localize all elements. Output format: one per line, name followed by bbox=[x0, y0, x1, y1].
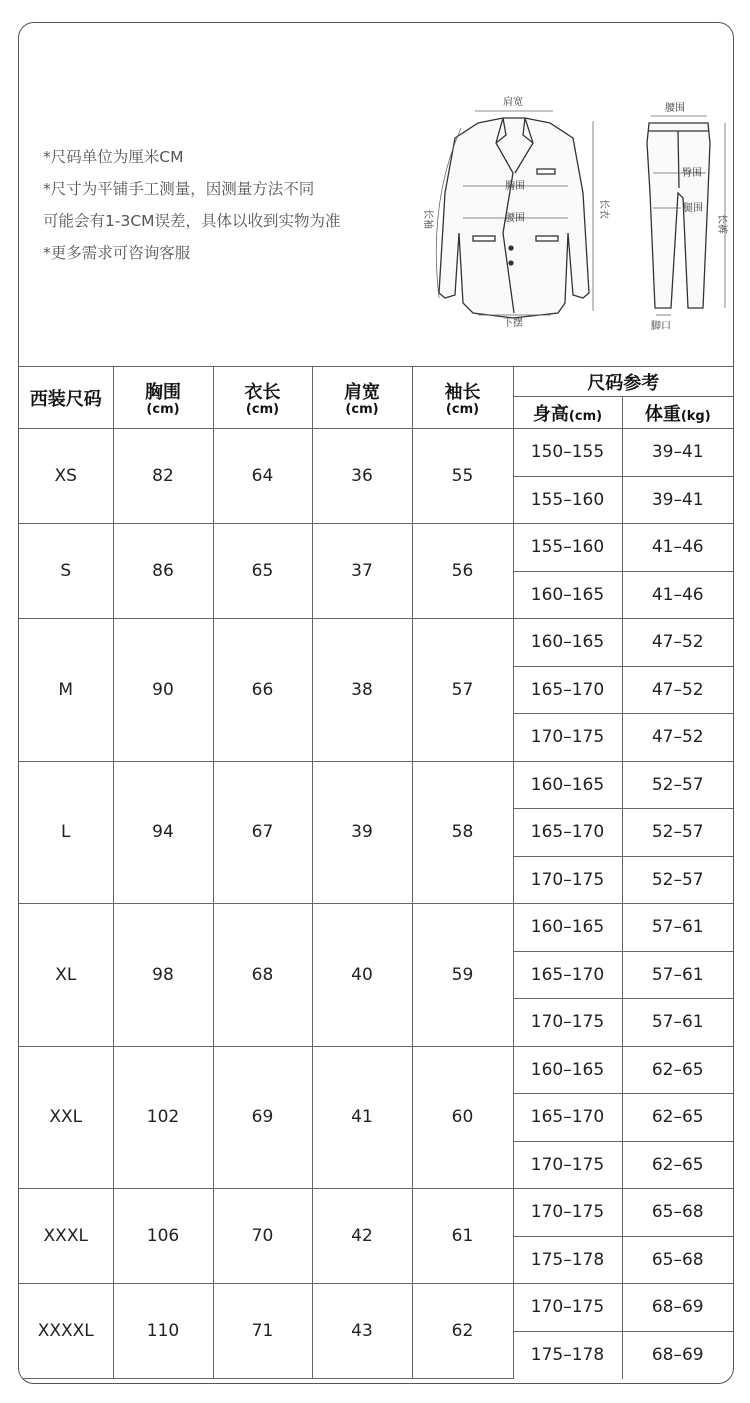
cell-weight: 39–41 bbox=[622, 476, 733, 524]
cell-chest: 102 bbox=[113, 1046, 213, 1189]
cell-height: 170–175 bbox=[513, 1189, 622, 1237]
table-row bbox=[19, 761, 733, 809]
cell-height: 160–165 bbox=[513, 619, 622, 667]
cell-shoulder: 40 bbox=[312, 904, 412, 1047]
cell-sleeve: 62 bbox=[412, 1284, 513, 1379]
cell-height: 165–170 bbox=[513, 666, 622, 714]
table-row bbox=[19, 619, 733, 667]
label-waist: 腰围 bbox=[505, 213, 525, 224]
header-sleeve: 袖长 (cm) bbox=[412, 367, 513, 429]
header-shoulder: 肩宽 (cm) bbox=[312, 367, 412, 429]
cell-weight: 62–65 bbox=[622, 1141, 733, 1189]
size-table-body bbox=[19, 429, 733, 1379]
cell-weight: 65–68 bbox=[622, 1236, 733, 1284]
header-weight: 体重(kg) bbox=[622, 397, 733, 429]
label-chest: 胸围 bbox=[505, 181, 525, 192]
table-row bbox=[19, 524, 733, 572]
cell-height: 160–165 bbox=[513, 904, 622, 952]
cell-sleeve: 60 bbox=[412, 1046, 513, 1189]
cell-height: 155–160 bbox=[513, 524, 622, 572]
note-line: 可能会有1-3CM误差，具体以收到实物为准 bbox=[43, 212, 341, 230]
cell-chest: 94 bbox=[113, 761, 213, 904]
label-jacket-length: 长衣 bbox=[598, 199, 609, 219]
table-row bbox=[19, 1189, 733, 1237]
cell-height: 170–175 bbox=[513, 1141, 622, 1189]
cell-sleeve: 57 bbox=[412, 619, 513, 762]
label-cuff: 脚口 bbox=[651, 321, 671, 332]
label-hem: 下摆 bbox=[503, 318, 523, 329]
cell-shoulder: 37 bbox=[312, 524, 412, 619]
note-line: *更多需求可咨询客服 bbox=[43, 244, 191, 262]
cell-shoulder: 39 bbox=[312, 761, 412, 904]
header-size-reference: 尺码参考 bbox=[513, 367, 733, 397]
label-pants-length: 长裤 bbox=[716, 214, 727, 234]
cell-weight: 47–52 bbox=[622, 714, 733, 762]
cell-height: 150–155 bbox=[513, 429, 622, 477]
cell-size: XXXXL bbox=[19, 1284, 113, 1379]
cell-chest: 86 bbox=[113, 524, 213, 619]
cell-size: XXXL bbox=[19, 1189, 113, 1284]
cell-sleeve: 56 bbox=[412, 524, 513, 619]
pants-illustration bbox=[647, 123, 710, 308]
cell-height: 170–175 bbox=[513, 999, 622, 1047]
header-size: 西装尺码 bbox=[19, 367, 113, 429]
cell-size: XXL bbox=[19, 1046, 113, 1189]
label-thigh: 腿围 bbox=[683, 203, 703, 214]
cell-sleeve: 61 bbox=[412, 1189, 513, 1284]
cell-size: XS bbox=[19, 429, 113, 524]
size-notes bbox=[43, 141, 341, 269]
cell-length: 66 bbox=[213, 619, 312, 762]
cell-size: L bbox=[19, 761, 113, 904]
label-hip: 臀围 bbox=[682, 168, 702, 179]
cell-weight: 52–57 bbox=[622, 809, 733, 857]
cell-sleeve: 59 bbox=[412, 904, 513, 1047]
cell-weight: 68–69 bbox=[622, 1284, 733, 1332]
cell-shoulder: 43 bbox=[312, 1284, 412, 1379]
cell-length: 65 bbox=[213, 524, 312, 619]
cell-weight: 62–65 bbox=[622, 1094, 733, 1142]
header-length: 衣长 (cm) bbox=[213, 367, 312, 429]
cell-height: 175–178 bbox=[513, 1236, 622, 1284]
cell-weight: 57–61 bbox=[622, 904, 733, 952]
cell-size: M bbox=[19, 619, 113, 762]
size-table bbox=[19, 366, 733, 1379]
cell-chest: 90 bbox=[113, 619, 213, 762]
cell-length: 67 bbox=[213, 761, 312, 904]
cell-length: 70 bbox=[213, 1189, 312, 1284]
cell-chest: 110 bbox=[113, 1284, 213, 1379]
cell-length: 69 bbox=[213, 1046, 312, 1189]
size-chart-card bbox=[18, 22, 734, 1384]
cell-weight: 62–65 bbox=[622, 1046, 733, 1094]
cell-weight: 52–57 bbox=[622, 856, 733, 904]
cell-height: 155–160 bbox=[513, 476, 622, 524]
note-line: *尺码单位为厘米CM bbox=[43, 148, 184, 166]
cell-weight: 57–61 bbox=[622, 951, 733, 999]
label-pants-waist: 腰围 bbox=[665, 103, 685, 114]
cell-length: 68 bbox=[213, 904, 312, 1047]
label-shoulder: 肩宽 bbox=[503, 97, 523, 108]
cell-weight: 39–41 bbox=[622, 429, 733, 477]
cell-shoulder: 41 bbox=[312, 1046, 412, 1189]
cell-sleeve: 58 bbox=[412, 761, 513, 904]
cell-height: 165–170 bbox=[513, 809, 622, 857]
cell-weight: 41–46 bbox=[622, 524, 733, 572]
cell-sleeve: 55 bbox=[412, 429, 513, 524]
cell-length: 71 bbox=[213, 1284, 312, 1379]
cell-height: 175–178 bbox=[513, 1331, 622, 1379]
cell-shoulder: 36 bbox=[312, 429, 412, 524]
cell-height: 160–165 bbox=[513, 1046, 622, 1094]
cell-size: S bbox=[19, 524, 113, 619]
cell-weight: 47–52 bbox=[622, 666, 733, 714]
cell-size: XL bbox=[19, 904, 113, 1047]
cell-height: 170–175 bbox=[513, 1284, 622, 1332]
table-row bbox=[19, 1284, 733, 1332]
note-line: *尺寸为平铺手工测量，因测量方法不同 bbox=[43, 180, 315, 198]
cell-height: 170–175 bbox=[513, 714, 622, 762]
cell-weight: 57–61 bbox=[622, 999, 733, 1047]
cell-shoulder: 42 bbox=[312, 1189, 412, 1284]
cell-weight: 68–69 bbox=[622, 1331, 733, 1379]
table-row bbox=[19, 429, 733, 477]
cell-weight: 47–52 bbox=[622, 619, 733, 667]
cell-weight: 65–68 bbox=[622, 1189, 733, 1237]
cell-length: 64 bbox=[213, 429, 312, 524]
table-row bbox=[19, 1046, 733, 1094]
header-height: 身高(cm) bbox=[513, 397, 622, 429]
cell-chest: 106 bbox=[113, 1189, 213, 1284]
cell-weight: 41–46 bbox=[622, 571, 733, 619]
cell-height: 165–170 bbox=[513, 951, 622, 999]
cell-chest: 98 bbox=[113, 904, 213, 1047]
cell-weight: 52–57 bbox=[622, 761, 733, 809]
header-chest: 胸围 (cm) bbox=[113, 367, 213, 429]
cell-height: 170–175 bbox=[513, 856, 622, 904]
cell-height: 160–165 bbox=[513, 761, 622, 809]
label-sleeve: 长袖 bbox=[422, 209, 433, 229]
cell-chest: 82 bbox=[113, 429, 213, 524]
cell-height: 165–170 bbox=[513, 1094, 622, 1142]
cell-height: 160–165 bbox=[513, 571, 622, 619]
table-row bbox=[19, 904, 733, 952]
cell-shoulder: 38 bbox=[312, 619, 412, 762]
garment-measurement-diagram bbox=[403, 83, 733, 383]
